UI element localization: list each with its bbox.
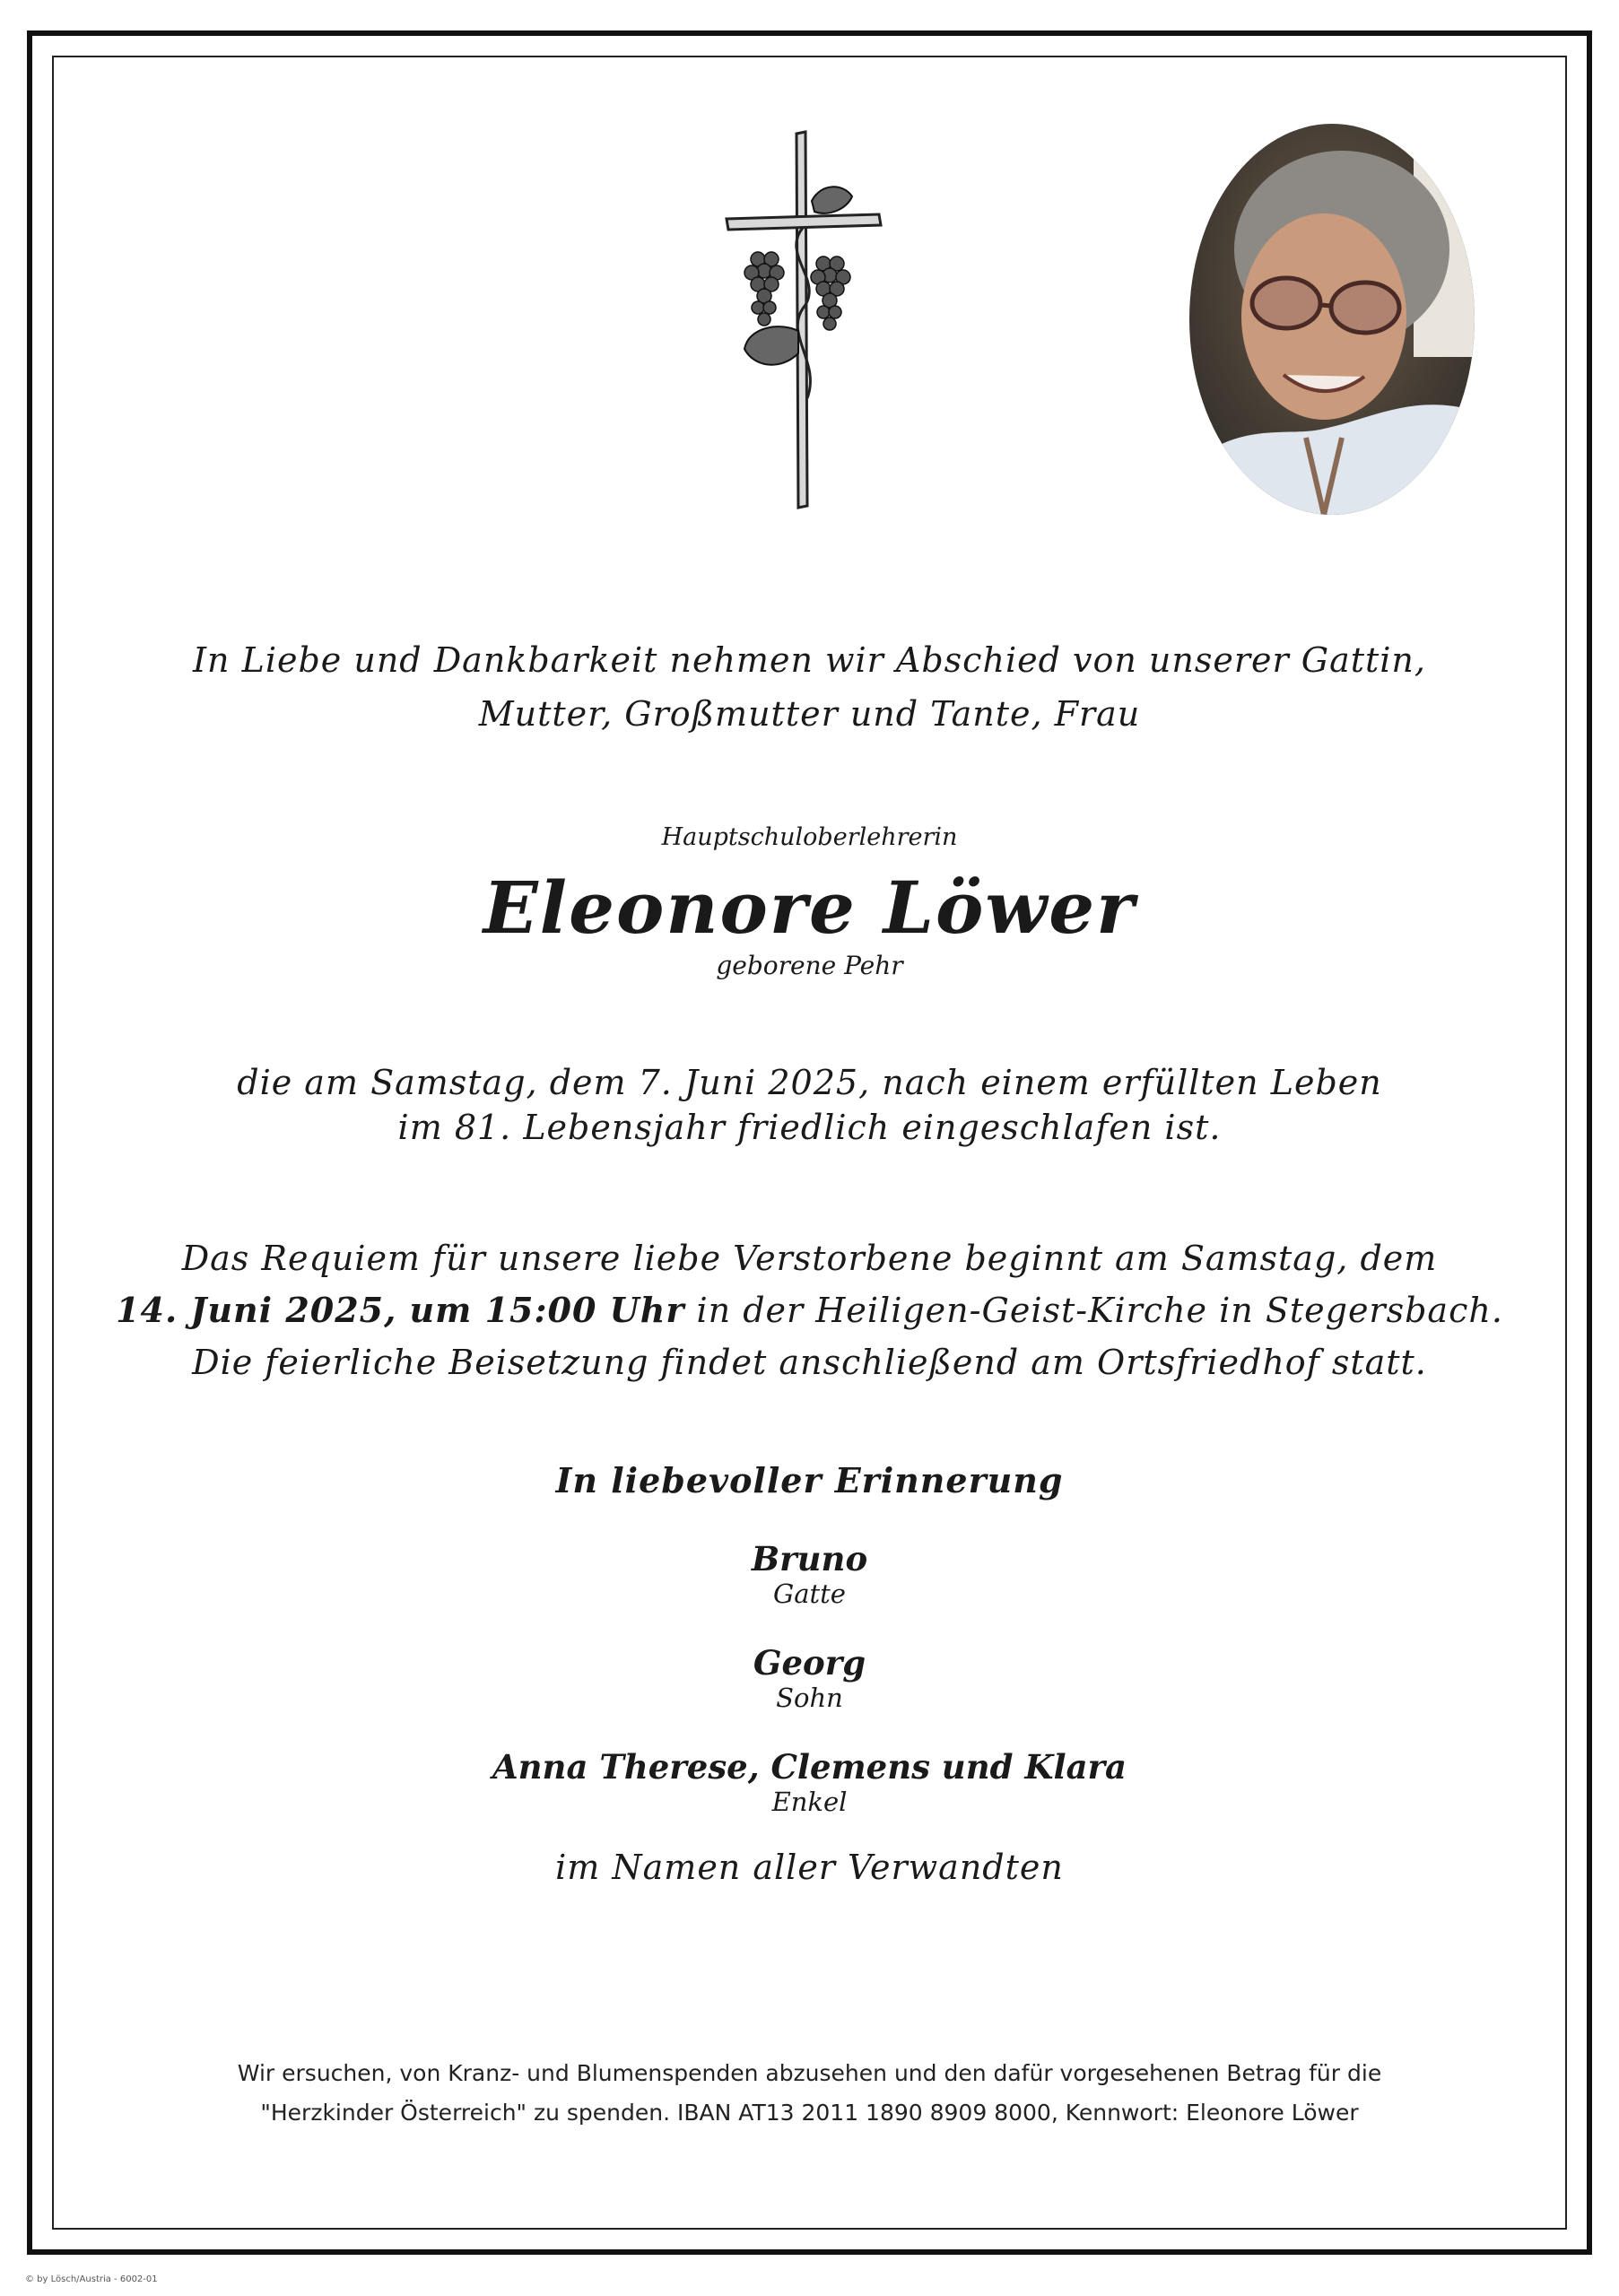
requiem-line-2	[0, 1284, 1619, 1336]
death-notice	[0, 1060, 1619, 1150]
mourner-3	[0, 1747, 1619, 1817]
donation-note	[0, 2054, 1619, 2133]
requiem-line-1: Das Requiem für unsere liebe Verstorbene beginnt am Samstag, dem	[181, 1239, 1438, 1278]
mourner-relation: Gatte	[773, 1578, 846, 1609]
intro-line-1: In Liebe und Dankbarkeit nehmen wir Abschied von unserer Gattin,	[193, 640, 1426, 680]
death-line-1: die am Samstag, dem 7. Juni 2025, nach einem erfüllten Leben	[237, 1063, 1382, 1102]
intro-text	[0, 633, 1619, 741]
portrait-photo	[1189, 124, 1475, 515]
professional-title: Hauptschuloberlehrerin	[661, 823, 958, 851]
printer-credit: © by Lösch/Austria - 6002-01	[25, 2274, 158, 2284]
footer-line-1: Wir ersuchen, von Kranz- und Blumenspenden abzusehen und den dafür vorgesehenen Betrag für die	[237, 2060, 1382, 2086]
closing-line: im Namen aller Verwandten	[555, 1848, 1064, 1887]
mourner-relation: Sohn	[776, 1683, 843, 1713]
requiem-notice	[0, 1232, 1619, 1388]
mourner-relation: Enkel	[771, 1787, 848, 1817]
requiem-date-time: 14. Juni 2025, um 15:00 Uhr	[116, 1290, 685, 1330]
death-line-2: im 81. Lebensjahr friedlich eingeschlafen ist.	[397, 1108, 1222, 1147]
requiem-location: in der Heiligen-Geist-Kirche in Stegersbach.	[684, 1291, 1503, 1330]
mourner-1	[0, 1539, 1619, 1609]
deceased-name: Eleonore Löwer	[483, 865, 1136, 950]
intro-line-2: Mutter, Großmutter und Tante, Frau	[478, 694, 1141, 734]
footer-line-2: "Herzkinder Österreich" zu spenden. IBAN AT13 2011 1890 8909 8000, Kennwort: Eleonore Löwer	[260, 2100, 1359, 2126]
requiem-line-3: Die feierliche Beisetzung findet anschließend am Ortsfriedhof statt.	[192, 1343, 1427, 1382]
maiden-name: geborene Pehr	[716, 951, 903, 980]
mourner-name: Georg	[753, 1643, 866, 1683]
mourner-2	[0, 1643, 1619, 1713]
mourner-name: Anna Therese, Clemens und Klara	[492, 1747, 1127, 1787]
cross-with-grapes-icon	[718, 129, 888, 515]
mourner-name: Bruno	[751, 1539, 868, 1578]
mourners-heading: In liebevoller Erinnerung	[555, 1460, 1064, 1500]
